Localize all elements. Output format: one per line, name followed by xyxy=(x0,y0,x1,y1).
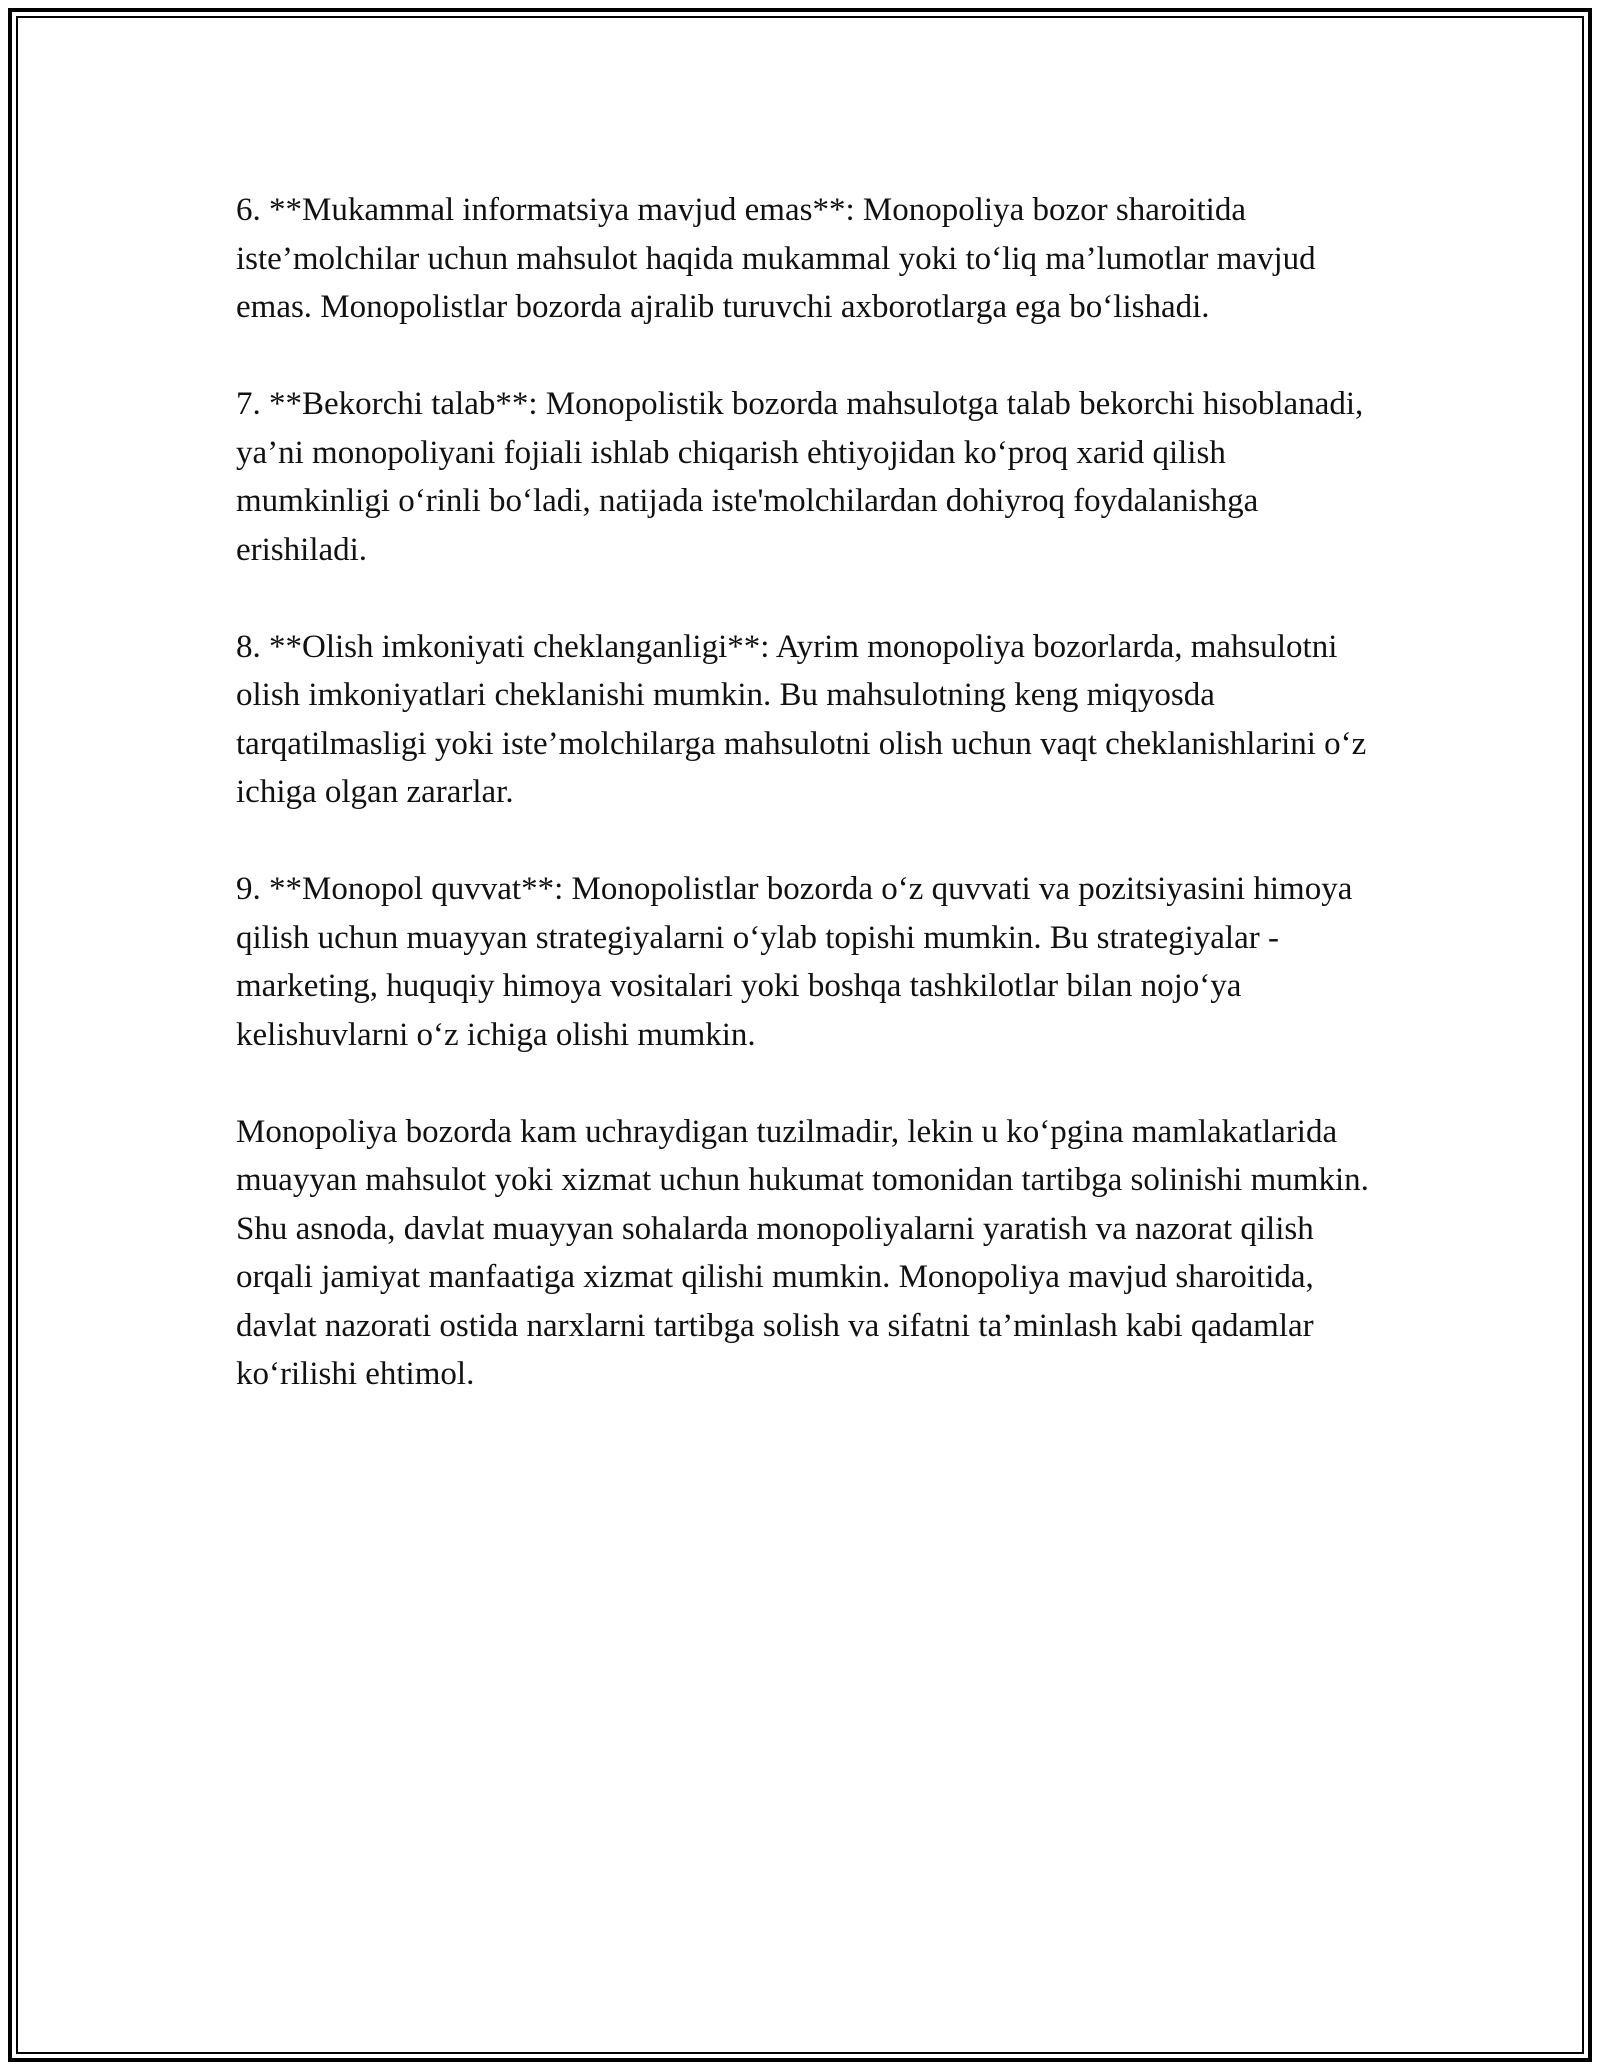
paragraph-7-idle-demand: 7. **Bekorchi talab**: Monopolistik bozorda mahsulotga talab bekorchi hisoblanadi, ya’ni monopoliyani fojiali ishlab chiqarish ehtiyojidan ko‘proq xarid qilish mumkinligi o‘rinli bo‘ladi, natijada iste'molchilardan dohiyroq foydalanishga erishiladi. xyxy=(236,386,1364,568)
document-body xyxy=(236,186,1376,1447)
paragraph-9-monopoly-power: 9. **Monopol quvvat**: Monopolistlar bozorda o‘z quvvati va pozitsiyasini himoya qilish uchun muayyan strategiyalarni o‘ylab topishi mumkin. Bu strategiyalar - marketing, huquqiy himoya vositalari yoki boshqa tashkilotlar bilan nojo‘ya kelishuvlarni o‘z ichiga olishi mumkin. xyxy=(236,871,1353,1053)
paragraph-8-limited-access: 8. **Olish imkoniyati cheklanganligi**: Ayrim monopoliya bozorlarda, mahsulotni olish imkoniyatlari cheklanishi mumkin. Bu mahsulotning keng miqyosda tarqatilmasligi yoki iste’molchilarga mahsulotni olish uchun vaqt cheklanishlarini o‘z ichiga olgan zararlar. xyxy=(236,628,1367,810)
paragraph-conclusion: Monopoliya bozorda kam uchraydigan tuzilmadir, lekin u ko‘pgina mamlakatlarida muayyan mahsulot yoki xizmat uchun hukumat tomonidan tartibga solinishi mumkin. Shu asnoda, davlat muayyan sohalarda monopoliyalarni yaratish va nazorat qilish orqali jamiyat manfaatiga xizmat qilishi mumkin. Monopoliya mavjud sharoitida, davlat nazorati ostida narxlarni tartibga solish va sifatni ta’minlash kabi qadamlar ko‘rilishi ehtimol. xyxy=(236,1113,1369,1392)
paragraph-6-perfect-information: 6. **Mukammal informatsiya mavjud emas**: Monopoliya bozor sharoitida iste’molchilar uchun mahsulot haqida mukammal yoki to‘liq ma’lumotlar mavjud emas. Monopolistlar bozorda ajralib turuvchi axborotlarga ega bo‘lishadi. xyxy=(236,192,1316,325)
